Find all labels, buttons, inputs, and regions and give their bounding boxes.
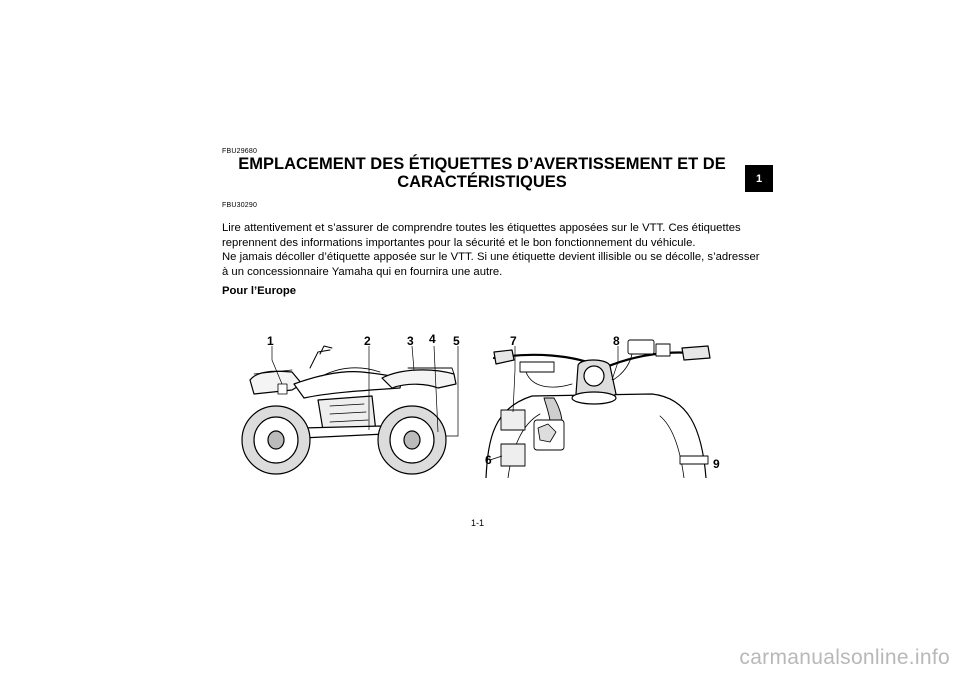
region-subheading: Pour l’Europe: [222, 285, 297, 297]
intro-line-2: reprennent des informations importantes pour la sécurité et le bon fonctionnement du véhicule.: [222, 236, 696, 249]
page-title: [222, 155, 742, 191]
callout-6: 6: [485, 453, 492, 467]
document-code: FBU29680: [222, 148, 258, 155]
warning-line-2: à un concessionnaire Yamaha qui en fournira une autre.: [222, 265, 503, 278]
watermark: carmanualsonline.info: [739, 646, 950, 669]
callout-8: 8: [613, 334, 620, 348]
callout-1: 1: [267, 334, 274, 348]
callout-9: 9: [713, 457, 720, 471]
callout-4: 4: [429, 332, 436, 346]
page-number: 1-1: [471, 518, 485, 528]
section-code: FBU30290: [222, 202, 258, 209]
warning-paragraph: [222, 250, 760, 279]
page-title-line-2: CARACTÉRISTIQUES: [397, 173, 567, 191]
callout-2: 2: [364, 334, 371, 348]
intro-line-1: Lire attentivement et s’assurer de comprendre toutes les étiquettes apposées sur le VTT. Ces étiquettes: [222, 222, 741, 234]
callout-5: 5: [453, 334, 460, 348]
label-location-figure: [232, 328, 728, 478]
warning-line-1: Ne jamais décoller d’étiquette apposée sur le VTT. Si une étiquette devient illisible ou se décolle, s’adresser: [222, 251, 760, 263]
page-title-line-1: EMPLACEMENT DES ÉTIQUETTES D’AVERTISSEMENT ET DE: [238, 155, 726, 173]
handlebar-top-illustration: [486, 340, 710, 478]
callout-7: 7: [510, 334, 517, 348]
intro-paragraph: [222, 221, 752, 250]
chapter-tab: 1: [745, 165, 773, 192]
callout-3: 3: [407, 334, 414, 348]
